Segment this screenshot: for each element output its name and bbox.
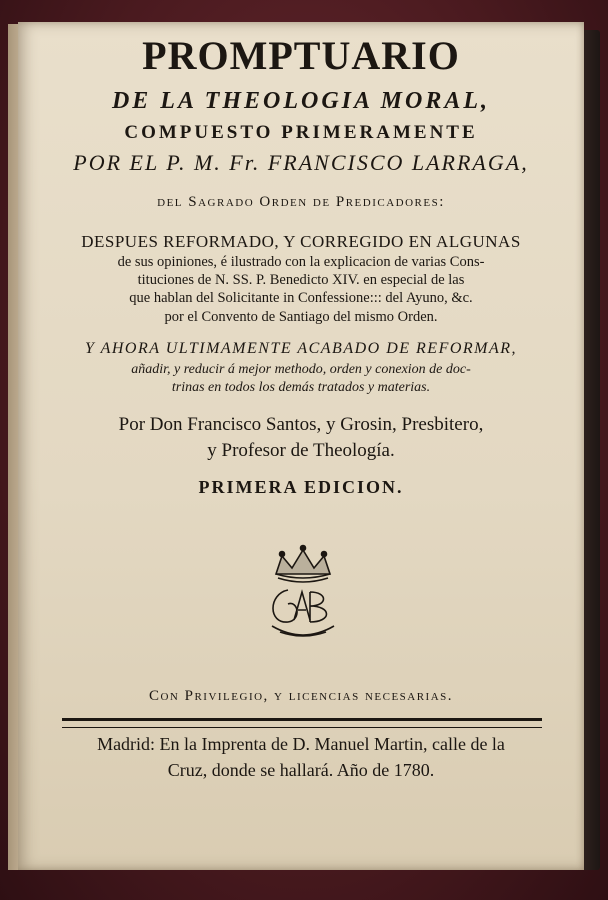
edition-label: PRIMERA EDICION.: [198, 477, 404, 497]
subtitle-line-3: POR EL P. M. Fr. FRANCISCO LARRAGA,: [73, 150, 529, 175]
reform-line-2: añadir, y reducir á mejor methodo, orden y conexion de doc-: [131, 362, 471, 377]
body-line-2: de sus opiniones, é ilustrado con la explicacion de varias Cons-: [117, 254, 485, 270]
author-line-2: y Profesor de Theología.: [207, 440, 395, 461]
subtitle-line-2: COMPUESTO PRIMERAMENTE: [124, 122, 478, 143]
reform-line-3: trinas en todos los demás tratados y materias.: [171, 380, 431, 395]
body-line-3: tituciones de N. SS. P. Benedicto XIV. en especial de las: [137, 272, 465, 288]
body-line-4: que hablan del Solicitante in Confessione::: del Ayuno, &c.: [129, 290, 473, 306]
reform-line-1: Y AHORA ULTIMAMENTE ACABADO DE REFORMAR,: [84, 340, 518, 357]
privilege-line: Con Privilegio, y licencias necesarias.: [148, 688, 454, 704]
body-line-1: DESPUES REFORMADO, Y CORREGIDO EN ALGUNAS: [81, 232, 521, 251]
author-line-1: Por Don Francisco Santos, y Grosin, Presbitero,: [118, 414, 484, 435]
imprint-line-2: Cruz, donde se hallará. Año de 1780.: [167, 760, 435, 780]
body-line-5: por el Convento de Santiago del mismo Orden.: [164, 309, 438, 325]
title-page: [18, 22, 584, 870]
imprint-line-1: Madrid: En la Imprenta de D. Manuel Martin, calle de la: [97, 734, 505, 754]
book-title: PROMPTUARIO: [142, 33, 460, 78]
crowned-monogram-icon: [258, 544, 348, 644]
subtitle-line-4: del Sagrado Orden de Predicadores:: [157, 194, 445, 210]
subtitle-line-1: DE LA THEOLOGIA MORAL,: [111, 88, 491, 114]
double-rule-divider: [62, 718, 542, 728]
